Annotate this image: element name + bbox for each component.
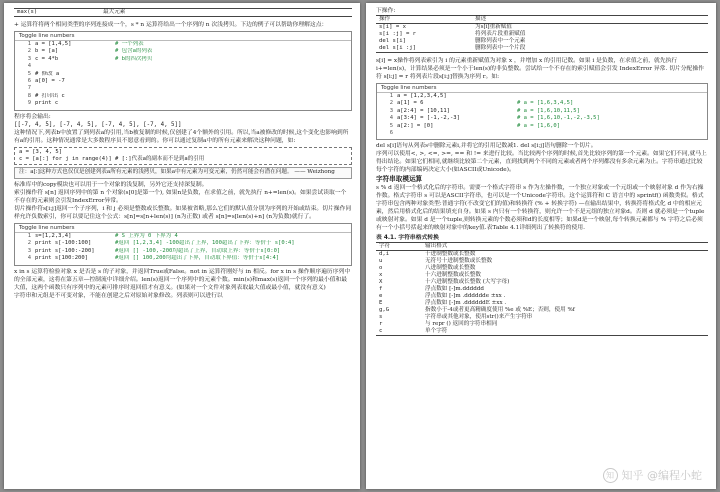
table-cell: e [379, 293, 383, 300]
code-text [397, 130, 517, 137]
line-number: 2 [27, 240, 31, 247]
table-cell: 八进制整数或长整数 [425, 265, 476, 272]
line-number: 4 [27, 63, 31, 70]
code-comment: #返回 [] 100,200均超出了下界，自动取下界值：等价于s[4:4] [115, 255, 280, 262]
paragraph: 索引操作符 s[n] 返回序列中的第 n 个对象(s[0]是第一个), 如果n是负数，在求值之前，就先执行 n+=len(s)。如果尝试读取一个不存在的元素则会引发IndexError异常。 [14, 190, 347, 205]
ops-table [376, 15, 708, 53]
code-text: a[2:] = [0] [397, 122, 434, 129]
code-line [377, 130, 707, 137]
paragraph: + 运算符将两个相同类型的序列连接成一个，s * n 运算符给出一个序列的 n 次浅拷贝。下边的例子可以帮助你理解这点： [14, 22, 328, 28]
code-comment: # a = [1,6,10,11,5] [517, 107, 580, 114]
code-text: c = 4*b [35, 55, 59, 62]
code-line [377, 93, 707, 100]
code-comment: # a = [1,6,3,4,5] [517, 100, 574, 107]
toggle-line-numbers-link[interactable]: Toggle line numbers [15, 224, 351, 233]
table-cell: c [376, 328, 422, 336]
code-block-2 [14, 223, 352, 266]
code-lines [15, 233, 351, 263]
table-row [376, 45, 708, 53]
code-block-3 [376, 83, 708, 140]
table-cell: x [379, 272, 383, 279]
code-text: # 修改 a [35, 70, 60, 77]
table-header: 描述 [472, 16, 708, 24]
code-comment: # b的四次拷贝 [115, 55, 153, 62]
code-text: print c [35, 100, 59, 107]
code-line [15, 41, 351, 48]
code-text: a = [1,2,3,4,5] [397, 93, 447, 99]
table-cell: 为s[i]重新赋值 [475, 24, 512, 30]
line-number: 1 [27, 233, 31, 240]
code-line [15, 63, 351, 70]
code-text [35, 85, 115, 92]
line-number: 5 [27, 70, 31, 77]
code-text: a = [1,4,5] [35, 41, 72, 47]
table-cell: 十六进制整数或长整数 [425, 272, 481, 279]
code-block-1 [14, 31, 352, 111]
line-number: 3 [27, 247, 31, 254]
paragraph: s[i] = x操作将列表索引为 i 的元素重新赋值为对象 x ，并增加 x 的引用记数。如果 i 是负数，在求值之前，就先执行 i+=len(s)，计算结果必须是一个小于len(s)的非负整数。尝试给一个不存在的索引赋值会引发 IndexError 异常. 切片分配操作符 s[i:j] = r 将列表片段s[i:j]替换为序列 r。如: [376, 58, 704, 80]
code-text: print s[-100:100] [35, 240, 92, 247]
code-comment: #返回 [1,2,3,4] -100超出了上界，100超出了下界：等价于 s[0:4] [115, 240, 295, 247]
header-col2: 最大元素 [100, 9, 352, 17]
table-header: 字符 [376, 243, 422, 251]
table-cell: E [379, 300, 383, 307]
paragraph: 字符串和元组是不可变对象，不能在创建之后对原始对象修改。列表则可以进行以 [14, 292, 223, 299]
code-line [15, 248, 351, 255]
table-row [376, 24, 708, 32]
header-col1: max(s) [14, 9, 100, 17]
table-cell: del s[i :j] [376, 45, 472, 53]
table-cell: 十进制整数或长整数 [425, 251, 476, 258]
table-cell: X [379, 279, 383, 286]
paragraph: s % d 返回一个格式化后的字符串。需要一个格式字符串 s 作为左操作数，一个独立对象或一个元组或一个映射对象 d 作为右操作数。格式字符串 s 可以是ASCII字符串，也可以是一个Unicode字符串。这个运算符和 C 语言中的 sprintf() 函数类似。格式字符串包含两种对象类型:普通字符(不改变它们的值)和转换符 (% + 转换字符) —在输出结果中，转换符将格式化 d 中的相应元素，然后用格式化后的结果填充自身。如果 s 内只有一个转换符，则允许一个不是元组的独立对象d。否则 d 就必须是一个tuple或映射对象。如果 d 是一个tuple,则转换元素的个数必须和d的长度相等；如果d是一个映射,每个转换元素都与 % 字符之后必须有一个小括号括起来的映射对象中的key值.表Table 4.1详细列出了转换符的使用. [376, 185, 705, 232]
table-cell: 十六进制整数或长整数 (大写字母) [425, 279, 510, 286]
paragraph: del s[i]语句从列表s中删除元素i,并将它的引用记数减1. del s[i:j]语句删除一个切片。 [376, 143, 597, 150]
line-number: 3 [389, 107, 393, 114]
line-number: 5 [389, 122, 393, 129]
toggle-line-numbers-link[interactable]: Toggle line numbers [377, 84, 707, 93]
code-text: a[0] = -7 [35, 78, 65, 85]
table-cell: u [379, 258, 383, 265]
code-text: print s[-100:-200] [35, 247, 95, 254]
table-cell: g,G [379, 307, 390, 314]
code-comment: # a = [1,6,0] [517, 122, 561, 129]
table-row [376, 38, 708, 45]
output-label: 程序将会输出: [14, 113, 51, 120]
table-cell: 浮点数如 [-]m .ddddddE ±xx . [425, 300, 507, 307]
code-text: # 打印出 c [35, 92, 65, 99]
table-header: 输出格式 [422, 243, 708, 251]
code-line [15, 240, 351, 247]
code-comment: # 一个列表 [115, 41, 144, 47]
code-line [377, 123, 707, 130]
table-cell: 无符号十进制整数或长整数 [425, 258, 493, 265]
code-line [15, 255, 351, 262]
conversion-table [376, 242, 708, 336]
code-line [15, 93, 351, 100]
header-table [14, 8, 352, 17]
ops-label: 下操作: [376, 8, 396, 14]
line-number: 3 [27, 55, 31, 62]
table-cell: s[i :j] = r [379, 31, 417, 37]
code-line [15, 71, 351, 78]
table-cell: d,i [379, 251, 390, 258]
watermark [603, 467, 703, 483]
code-line [15, 100, 351, 107]
table-cell: 字符串或其他对象，使用str()来产生字符串 [425, 314, 533, 321]
table-cell: 浮点数如 [-]m .dddddde ±xx . [425, 293, 506, 300]
table-cell: 将列表片段重新赋值 [475, 31, 526, 37]
paragraph: 序列可以使用<, >, <=, >=, == 和 != 来进行比较。当比较两个序列的时候,首先比较序列的第一个元素。如果它们不同,就马上得出结论。如果它们相同,就继续比较第二个元素，直到找到两个不同的元素或者两个序列都没有多余元素为止。字符串通过比较每个字符的内部编码决定大小(如ASCII或Unicode)。 [376, 151, 707, 174]
code-text: a[3:4] = [-1,-2,-3] [397, 115, 460, 122]
code-line [15, 56, 351, 63]
table-cell: s[i] = x [379, 24, 406, 30]
paragraph: x in s 运算符检验对象 x 是否是 s 的子对象，并返回True或False。not in 运算符刚好与 in 相反。for x in s 操作顺序遍历序列中的全部元素，这将在第五章—控制流中详细介绍。len(s)返回一个序列中的元素个数。min(s)和max(s)返回一个序列的最小值和最大值，这两个函数只有序列中的元素可排序时返回值才有意义。(如果对一个文件对象列表取最大值或最小值，就没有意义) [14, 268, 351, 291]
code-line [15, 85, 351, 92]
watermark-text: 知乎 @编程小蛇 [621, 469, 702, 482]
code-comment: # a = [1,6,10,-1,-2,-3,5] [517, 115, 600, 122]
code-comment: # 包含a的列表 [115, 48, 153, 55]
left-page [4, 3, 360, 489]
code-lines [15, 41, 351, 108]
table-cell: del s[i] [379, 38, 406, 44]
table-cell: f [379, 286, 383, 293]
code-text: s=[1,2,3,4] [35, 233, 72, 240]
table-row [376, 328, 708, 336]
code-line [377, 108, 707, 115]
line-number: 4 [27, 255, 31, 262]
code-line [377, 100, 707, 107]
code-line [15, 78, 351, 85]
table-cell: 删除列表中一个元素 [475, 38, 526, 44]
paragraph: 标准库中的copy模块也可以用于一个对象的浅复制，另外它还支持深复制。 [14, 182, 208, 189]
code-text: a[2:4] = [10,11] [397, 107, 450, 114]
line-number: 7 [27, 85, 31, 92]
line-number: 4 [389, 115, 393, 122]
zhihu-logo-icon: 知 [603, 468, 618, 483]
code-comment: # S 上界为 0 下界为 4 [115, 233, 178, 240]
table-cell: 单个字符 [422, 328, 708, 336]
line-number: 9 [27, 100, 31, 107]
line-number: 6 [389, 130, 393, 137]
table-cell: 删除列表中一个片段 [472, 45, 708, 53]
line-number: 2 [389, 100, 393, 107]
table-cell: 浮点数如 [-]m.dddddd [425, 286, 484, 293]
toggle-line-numbers-link[interactable]: Toggle line numbers [15, 32, 351, 41]
line-number: 2 [27, 48, 31, 55]
code-text: print s[100:200] [35, 255, 88, 262]
right-page [366, 3, 716, 489]
table-caption: 表 4.1. 字符串格式转换 [376, 235, 439, 242]
note-box: 注：a[:]这种方式也仅仅是创建列表a所有元素的浅拷贝，如果a中有元素为可变元素，仍然可能会有潜在问题。 —— Weizhong [14, 167, 352, 179]
table-cell: r [379, 321, 383, 328]
code-line [377, 115, 707, 122]
code-comment: #返回 [] -100,-200均超出了上界，自动取上界：等价于s[0:0] [115, 247, 281, 254]
code-lines [377, 93, 707, 137]
code-line [15, 233, 351, 240]
code-text [35, 63, 115, 70]
paragraph: 这种情况下,列表b中放置了到列表a的引用,当b被复制的时候,仅创建了4个额外的引用。所以,当a被修改的时候,这个变化也影响到所有a的引用。这种情况通常是大多数程序员不愿意看到的。你可以通过复制a中的所有元素来解决这种问题，如: [14, 129, 349, 144]
line-number: 1 [389, 93, 393, 99]
code-line: c = [a[:] for j in range(4)] # [:]代表a的副本而不是到a的引用 [19, 156, 205, 163]
code-text: b = [a] [35, 48, 59, 55]
line-number: 8 [27, 92, 31, 99]
table-cell: 与 repr () 返回的字符串相同 [425, 321, 498, 328]
code-line [15, 48, 351, 55]
code-line: a = [3, 4, 5] [19, 148, 63, 155]
table-cell: s [379, 314, 383, 321]
paragraph: 切片操作符s[i:j]返回一个子序列，i 和 j 必须是整数或长整数。如果被省略,那么它们的默认值分别为序列的开始或结束。切片操作同样允许负数索引，你可以要记住这个公式：s[n]=s[n+len(s)] (n为正数) 或者 s[n]=s[len(s)+n] (n为负数)就行了。 [14, 206, 352, 221]
table-cell: o [379, 265, 383, 272]
table-header: 操作 [376, 16, 472, 24]
code-text: a[1] = 6 [397, 100, 424, 107]
code-snippet [14, 147, 352, 166]
table-row [376, 31, 708, 38]
section-heading: 字符串取模运算 [376, 175, 423, 184]
table-cell: 指数小于-4或者更高精确度使用 %e 或 %E；否则，使用 %f [425, 307, 575, 314]
line-number: 6 [27, 78, 31, 85]
line-number: 1 [27, 41, 31, 47]
output-value: [[-7, 4, 5], [-7, 4, 5], [-7, 4, 5], [-7, 4, 5]] [14, 121, 182, 128]
